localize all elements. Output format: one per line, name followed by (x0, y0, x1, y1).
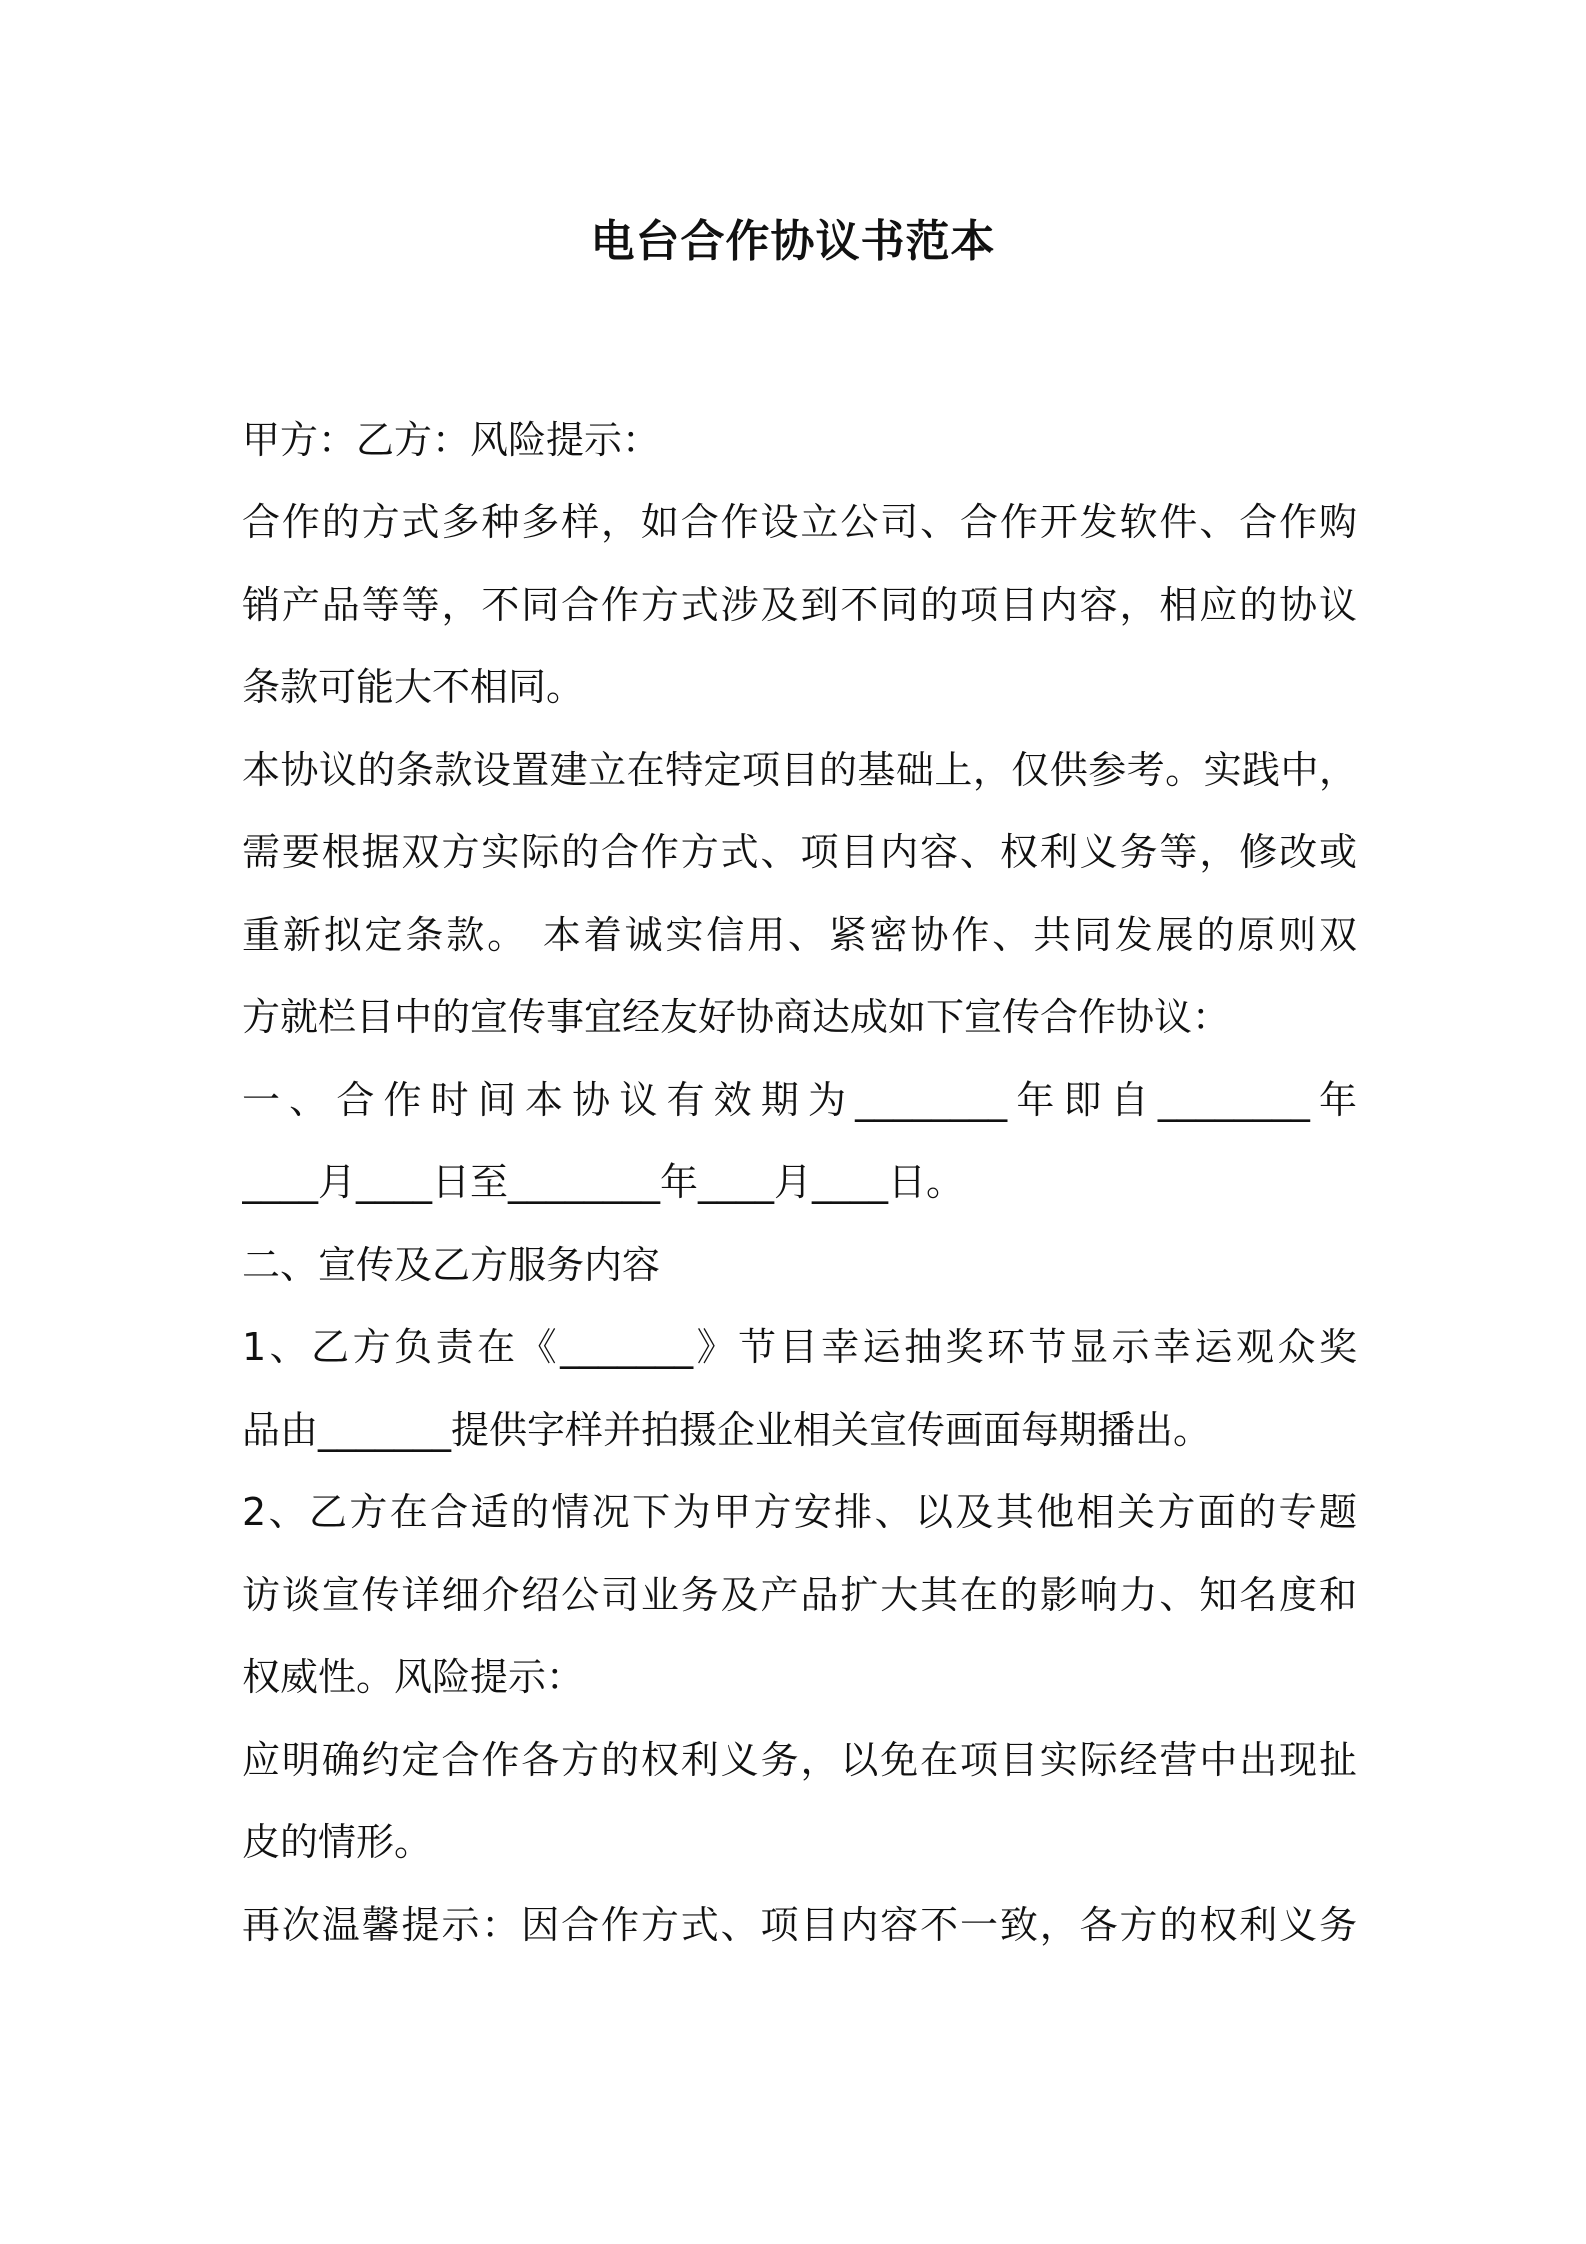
text-line: 应明确约定合作各方的权利义务，以免在项目实际经营中出现扯 (242, 1738, 1357, 1782)
text-line: 权威性。风险提示： (242, 1655, 585, 1699)
text-line: 皮的情形。 (242, 1820, 433, 1864)
text-line-parties: 甲方：乙方：风险提示： (242, 418, 661, 462)
text-line: 方就栏目中的宣传事宜经友好协商达成如下宣传合作协议： (242, 995, 1231, 1039)
text-line: 条款可能大不相同。 (242, 665, 585, 709)
text-line: 2、乙方在合适的情况下为甲方安排、以及其他相关方面的专题 (242, 1490, 1357, 1534)
text-line: 品由_______提供字样并拍摄企业相关宣传画面每期播出。 (242, 1408, 1212, 1452)
document-title: 电台合作协议书范本 (590, 216, 996, 267)
text-line: 销产品等等，不同合作方式涉及到不同的项目内容，相应的协议 (242, 583, 1357, 627)
text-line: 访谈宣传详细介绍公司业务及产品扩大其在的影响力、知名度和 (242, 1573, 1357, 1617)
text-line: 合作的方式多种多样，如合作设立公司、合作开发软件、合作购 (242, 500, 1357, 544)
text-line: ____月____日至________年____月____日。 (242, 1160, 965, 1204)
text-line: 需要根据双方实际的合作方式、项目内容、权利义务等，修改或 (242, 830, 1357, 874)
text-line: 本协议的条款设置建立在特定项目的基础上，仅供参考。实践中， (242, 748, 1357, 792)
text-line: 1、乙方负责在《_______》节目幸运抽奖环节显示幸运观众奖 (242, 1325, 1357, 1369)
text-line: 重新拟定条款。 本着诚实信用、紧密协作、共同发展的原则双 (242, 913, 1357, 957)
text-line: 再次温馨提示：因合作方式、项目内容不一致，各方的权利义务 (242, 1903, 1357, 1947)
section-heading-services: 二、宣传及乙方服务内容 (242, 1243, 661, 1287)
section-heading-cooperation-time: 一、合作时间本协议有效期为________年即自________年 (242, 1078, 1357, 1122)
